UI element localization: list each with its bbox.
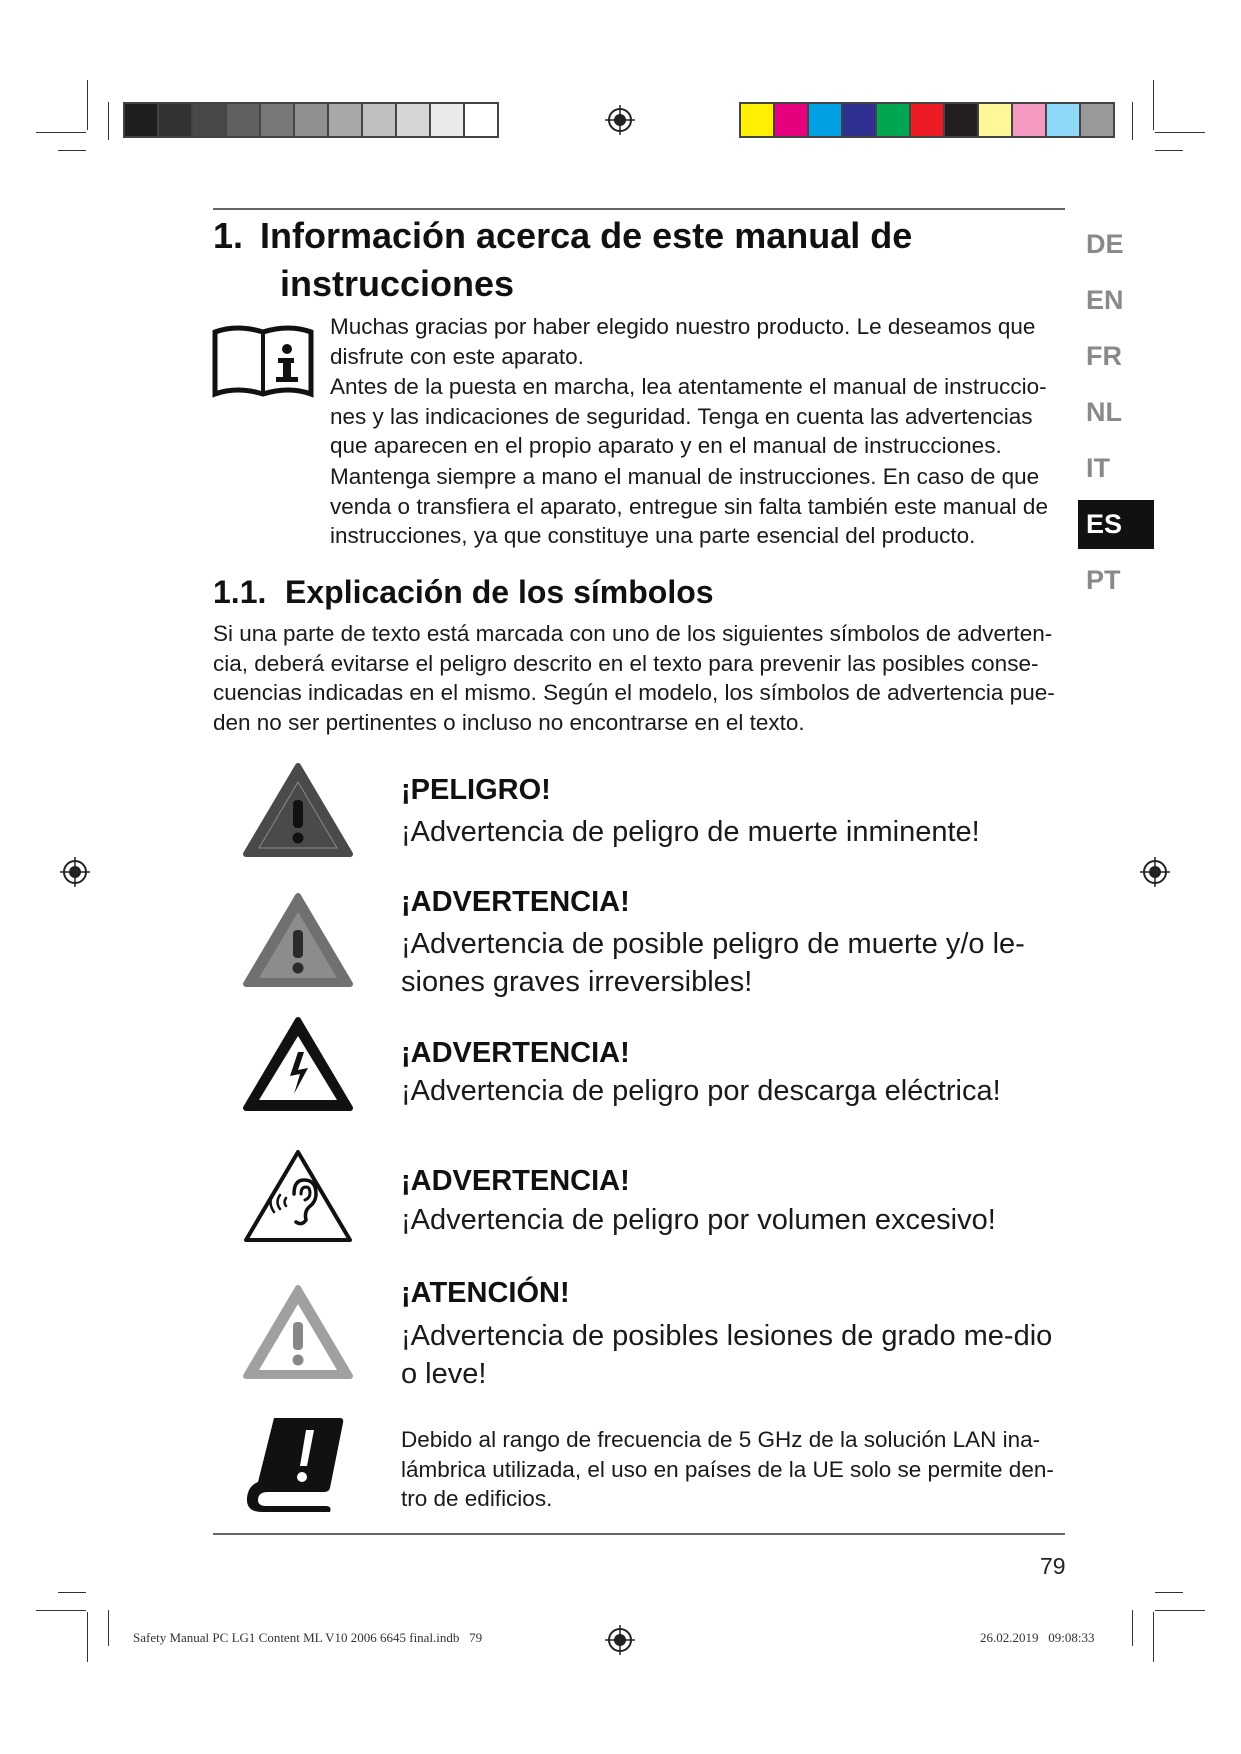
section-title-line2: instrucciones <box>280 263 515 304</box>
registration-mark-icon <box>1140 857 1170 887</box>
process-swatch <box>1013 104 1047 136</box>
section-heading <box>213 212 1013 308</box>
grayscale-swatch <box>227 104 261 136</box>
grayscale-swatch <box>125 104 159 136</box>
process-swatch <box>1047 104 1081 136</box>
subsection-heading <box>213 570 1013 614</box>
intro-paragraph-2: Antes de la puesta en marcha, lea atentamente el manual de instruccio-nes y las indicaciones de seguridad. Tenga en cuenta las advertencias que aparecen en el propio aparato y en el manual de instrucciones. <box>330 374 1047 458</box>
info-manual-icon <box>212 322 314 398</box>
language-tab-es[interactable]: ES <box>1078 500 1154 549</box>
warning-title-volume: ¡ADVERTENCIA! <box>401 1165 630 1197</box>
warning-title-danger: ¡PELIGRO! <box>401 774 551 806</box>
process-swatch <box>911 104 945 136</box>
caution-triangle-icon <box>242 1282 354 1382</box>
bottom-rule <box>213 1533 1065 1535</box>
intro-paragraph-1: Muchas gracias por haber elegido nuestro producto. Le deseamos que disfrute con este aparato. <box>330 314 1036 369</box>
electric-shock-icon <box>242 1014 354 1114</box>
crop-mark <box>1153 1612 1154 1662</box>
crop-mark <box>87 80 88 130</box>
grayscale-swatch <box>261 104 295 136</box>
grayscale-swatch <box>397 104 431 136</box>
registration-mark-icon <box>605 1625 635 1655</box>
warning-text-volume: ¡Advertencia de peligro por volumen excesivo! <box>401 1204 996 1236</box>
danger-triangle-icon <box>242 760 354 860</box>
grayscale-color-bar <box>123 102 499 138</box>
grayscale-swatch <box>329 104 363 136</box>
grayscale-swatch <box>431 104 465 136</box>
crop-mark <box>1132 1610 1133 1646</box>
grayscale-swatch <box>159 104 193 136</box>
process-swatch <box>877 104 911 136</box>
language-tab-de[interactable]: DE <box>1086 229 1124 259</box>
warning-text-electric: ¡Advertencia de peligro por descarga eléctrica! <box>401 1075 1001 1107</box>
warning-text-danger: ¡Advertencia de peligro de muerte inminente! <box>401 816 980 848</box>
registration-mark-icon <box>60 857 90 887</box>
crop-mark <box>1155 1610 1205 1611</box>
intro-paragraph-3: Mantenga siempre a mano el manual de instrucciones. En caso de que venda o transfiera el aparato, entregue sin falta también este manual de instrucciones, ya que constituye una parte esencial del producto. <box>330 464 1048 548</box>
top-rule <box>213 208 1065 210</box>
important-book-icon <box>244 1414 354 1514</box>
crop-mark <box>58 150 86 151</box>
hearing-volume-icon <box>242 1146 354 1246</box>
section-number: 1. <box>213 215 244 256</box>
warning-triangle-icon <box>242 890 354 990</box>
crop-mark <box>1155 132 1205 133</box>
crop-mark <box>1153 80 1154 130</box>
language-tab-it[interactable]: IT <box>1086 453 1110 483</box>
warning-text-warning: ¡Advertencia de posible peligro de muerte y/o le-siones graves irreversibles! <box>401 928 1025 998</box>
language-tab-pt[interactable]: PT <box>1086 565 1121 595</box>
crop-mark <box>36 1610 86 1611</box>
grayscale-swatch <box>465 104 497 136</box>
section-title-line1: Información acerca de este manual de <box>260 215 913 256</box>
process-swatch <box>945 104 979 136</box>
crop-mark <box>1155 150 1183 151</box>
footer-date-slug: 26.02.2019 09:08:33 <box>980 1630 1095 1645</box>
page-number: 79 <box>1040 1553 1066 1579</box>
process-swatch <box>741 104 775 136</box>
crop-mark <box>58 1592 86 1593</box>
language-tab-en[interactable]: EN <box>1086 285 1124 315</box>
warning-title-warning: ¡ADVERTENCIA! <box>401 886 630 918</box>
process-swatch <box>1081 104 1113 136</box>
crop-mark <box>1155 1592 1183 1593</box>
process-swatch <box>843 104 877 136</box>
crop-mark <box>36 132 86 133</box>
registration-mark-icon <box>605 105 635 135</box>
grayscale-swatch <box>295 104 329 136</box>
warning-text-caution: ¡Advertencia de posibles lesiones de grado me-dio o leve! <box>401 1320 1053 1390</box>
grayscale-swatch <box>363 104 397 136</box>
footer-file-slug: Safety Manual PC LG1 Content ML V10 2006 6645 final.indb 79 <box>133 1630 483 1645</box>
warning-title-electric: ¡ADVERTENCIA! <box>401 1037 630 1069</box>
language-tab-fr[interactable]: FR <box>1086 341 1122 371</box>
grayscale-swatch <box>193 104 227 136</box>
wlan-note-text: Debido al rango de frecuencia de 5 GHz de la solución LAN ina-lámbrica utilizada, el uso en países de la UE solo se permite den-tro de edificios. <box>401 1427 1054 1511</box>
symbols-intro-paragraph: Si una parte de texto está marcada con uno de los siguientes símbolos de adverten-cia, deberá evitarse el peligro descrito en el texto para prevenir las posibles conse-cuencias indicadas en el mismo. Según el modelo, los símbolos de advertencia pue-den no ser pertinentes o incluso no encontrarse en el texto. <box>213 621 1055 735</box>
language-tab-nl[interactable]: NL <box>1086 397 1122 427</box>
subsection-title: Explicación de los símbolos <box>285 574 714 610</box>
crop-mark <box>108 1610 109 1646</box>
process-swatch <box>979 104 1013 136</box>
crop-mark <box>1132 102 1133 140</box>
subsection-number: 1.1. <box>213 574 267 610</box>
process-swatch <box>809 104 843 136</box>
crop-mark <box>87 1612 88 1662</box>
process-swatch <box>775 104 809 136</box>
process-color-bar <box>739 102 1115 138</box>
warning-title-caution: ¡ATENCIÓN! <box>401 1277 570 1309</box>
crop-mark <box>108 102 109 140</box>
